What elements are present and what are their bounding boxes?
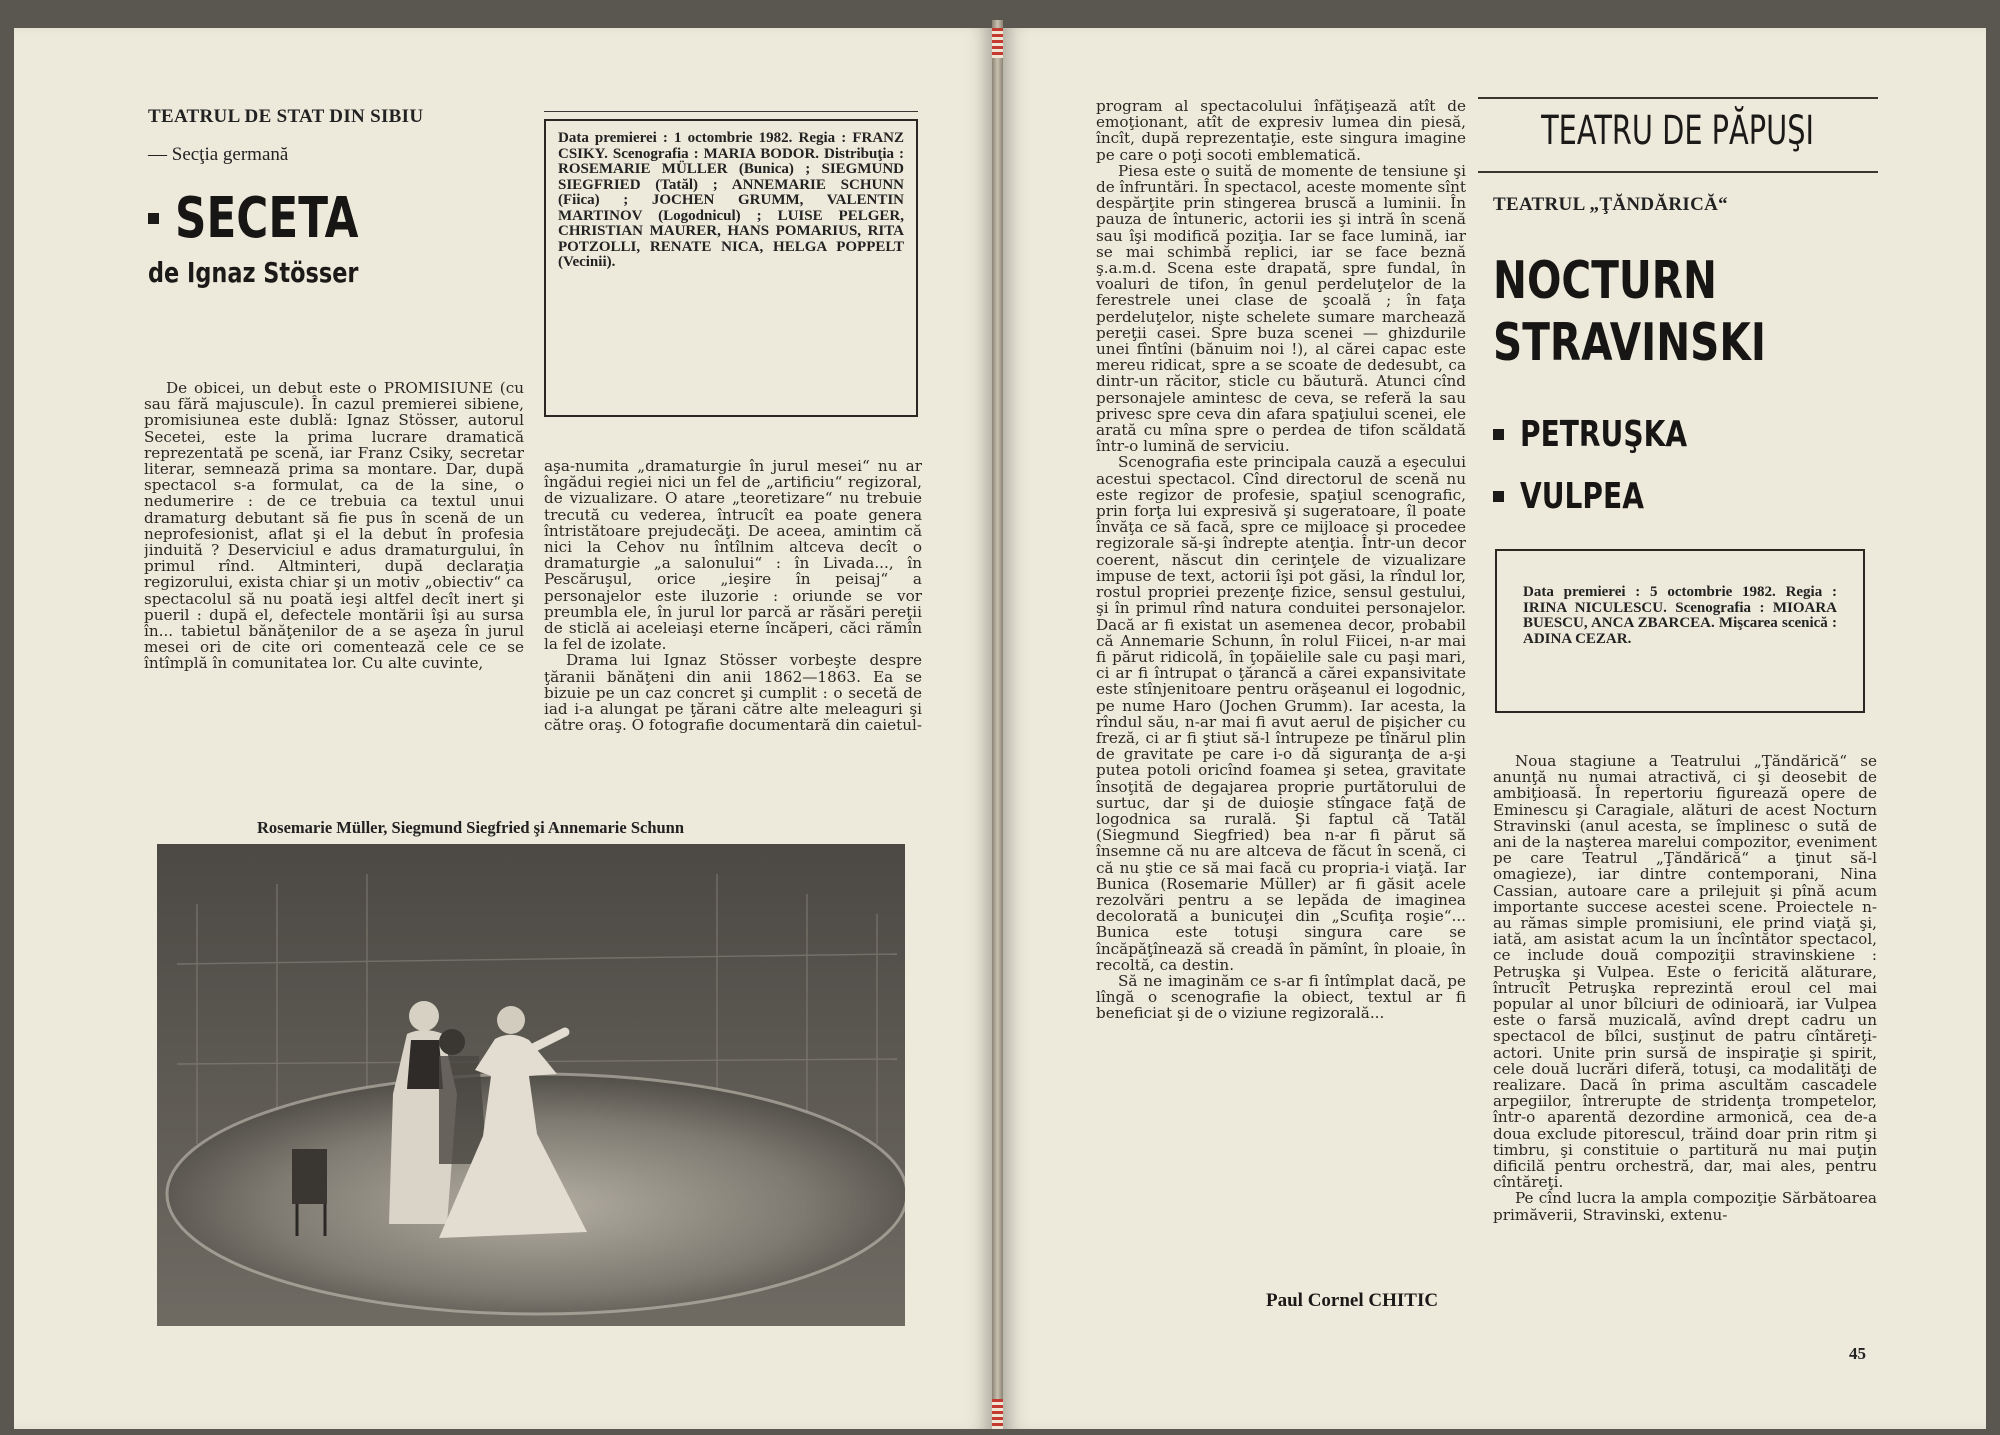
paragraph: program al spectacolului înfăţişează atît de emoţionant, atît de expresiv lumea din piesă, încît, după reprezentaţie, este singura imagine pe care o poţi socoti emblematică. — [1096, 98, 1466, 164]
article-signature: Paul Cornel CHITIC — [1266, 1290, 1439, 1311]
page-number: 45 — [1849, 1344, 1866, 1363]
play-author: de Ignaz Stösser — [148, 256, 359, 289]
right-page — [1003, 28, 1986, 1429]
credits-box-nocturn — [1495, 549, 1865, 713]
binding-stitch — [992, 1399, 1003, 1429]
header-puppets-wrap — [1478, 108, 1878, 168]
theatre-tandarica: TEATRUL „ŢĂNDĂRICĂ“ — [1493, 194, 1728, 215]
header-bottom-rule — [1478, 171, 1878, 173]
right-column-1 — [1096, 98, 1466, 1285]
paragraph: aşa-numita „dramaturgie în jurul mesei“ nu ar îngădui regiei nici un fel de „artificiu“ regizoral, de vizualizare. O atare „teoretizare“ nu trebuie trecută cu vederea, întrucît ea poate genera întristătoare prejudecăţi. De aceea, amintim că nici la Cehov nu întîlnim altceva decît o dramaturgie „a salonului“ : în Livada..., în Pescăruşul, orice „ieşire în peisaj“ a personajelor este iluzorie : oriunde se vor preumbla ele, în jurul lor parcă ar răsări pereţii de sticlă ai aceleiaşi eterne încăperi, căci rămîn la fel de izolate. — [544, 458, 922, 654]
photo-caption: Rosemarie Müller, Siegmund Siegfried şi Annemarie Schunn — [257, 818, 685, 837]
credits-text: Data premierei : 1 octombrie 1982. Regia : FRANZ CSIKY. Scenografia : MARIA BODOR. Distribuţia : ROSEMARIE MÜLLER (Bunica) ; SIEGMUND SIEGFRIED (Tatăl) ; ANNEMARIE SCHUNN (Fiica) ; JOCHEN GRUMM, VALENTIN MARTINOV (Logodnicul) ; LUISE PELGER, CHRISTIAN MAURER, HANS POMARIUS, RITA POTZOLLI, RENATE NICA, HELGA POPPELT (Vecinii). — [558, 130, 904, 270]
binding-stitch — [992, 28, 1003, 58]
paragraph: Scenografia este principala cauză a eşecului acestui spectacol. Cînd directorul de scenă nu este regizor de profesie, spaţiul scenografic, prin forţa lui expresivă şi sugeratoare, îl poate învăţa ce să facă, spre ce mijloace şi procedee regizorale să-şi îndrepte atenţia. Într-un decor coerent, născut din cerinţele de vizualizare impuse de text, actorii îşi pot găsi, la rîndul lor, rostul propriei prezenţe fizice, sensul gestului, şi în primul rînd natura conduitei personajelor. Dacă ar fi existat un asemenea decor, probabil că Annemarie Schunn, în rolul Fiicei, n-ar mai fi părut ridicolă, în ţopăielile sale cu paşi mari, ci ar fi întrupat o ţărancă a cărei expansivitate este stînjenitoare pentru orăşeanul ei logodnic, pe nume Haro (Jochen Grumm). Iar acesta, la rîndul său, n-ar mai fi avut aerul de pişicher cu freză, ci ar fi ştiut să-l întrupeze pe tînărul plin de gravitate pe care i-o dă siguranţa de a-şi putea potoli oricînd foamea şi setea, gravitate însoţită de degajarea proprie purtătorului de surtuc, dar şi de duioşie stîngace faţă de logodnica sa rurală. Şi faptul că Tatăl (Siegmund Siegfried) bea n-ar fi părut să însemne că nu are altceva de făcut în scenă, ci că nu ştie ce să mai facă cu propria-i viaţă. Iar Bunica (Rosemarie Müller) ar fi găsit acele rezolvări pentru a se lepăda de imaginea decolorată a bunicuţei din „Scufiţa roşie“... Bunica este totuşi singura care se încăpăţînează să creadă în pămînt, în ploaie, în recoltă, ca destin. — [1096, 453, 1466, 974]
credits-box-seceta — [544, 119, 918, 417]
item-petruska: PETRUŞKA — [1493, 414, 1734, 454]
bullet-icon — [1493, 491, 1504, 502]
title-stravinski: STRAVINSKI — [1493, 313, 1766, 373]
stage-photo-drawing — [157, 844, 905, 1326]
paragraph: Drama lui Ignaz Stösser vorbeşte despre ţăranii bănăţeni din anii 1862—1863. Ea se bizuie pe un caz concret şi cumplit : o secetă de iad i-a alungat pe ţărani către alte meleaguri şi către oraş. O fotografie documentară din caietul- — [544, 651, 922, 735]
paragraph: De obicei, un debut este o PROMISIUNE (cu sau fără majuscule). În cazul premierei sibiene, promisiunea este dublă: Ignaz Stösser, autorul Secetei, este la prima lucrare dramatică reprezentată pe scenă, iar Franz Csiky, secretar literar, semnează prima sa montare. Dar, după spectacol s-a formulat, ca de la sine, o nedumerire : de ce trebuia ca textul unui dramaturg debutant să fie pus în scenă de un neprofesionist, aflat şi el la debut în profesia jinduită ? Deserviciul e adus dramaturgului, în primul rînd. Altminteri, după declaraţia regizorului, exista chiar şi un motiv „obiectiv“ ca spectacolul să nu poată ieşi altfel decît inert şi pueril : după el, defectele montării îşi au sursa în... tabietul bănăţenilor de a se aşeza în jurul mesei ori de cite ori comentează cele ce se întîmplă în comunitatea lor. Cu alte cuvinte, — [144, 380, 524, 673]
stage-photo — [157, 844, 905, 1326]
credits-text: Data premierei : 5 octombrie 1982. Regia : IRINA NICULESCU. Scenografia : MIOARA BUESCU, ANCA ZBARCEA. Mişcarea scenică : ADINA CEZAR. — [1523, 584, 1837, 647]
title-nocturn: NOCTURN — [1493, 251, 1717, 311]
paragraph: Piesa este o suită de momente de tensiune şi de înfruntări. În spectacol, aceste momente sînt despărţite prin stingerea bruscă a luminii. În pauza de întuneric, actorii ies şi intră în scenă sau îşi modifică poziţia. Iar se face lumină, iar se mai schimbă replici, iar se face beznă ş.a.m.d. Scena este drapată, spre fundal, în voaluri de tifon, în genul perdeluţelor de la ferestrele unei clase de şcoală ; în faţa perdeluţelor, nişte schelete sumare marchează pereţii casei. Spre buza scenei — ghizdurile unei fîntîni (bănuim noi !), al cărei capac este mereu ridicat, spre a se scoate de dedesubt, ca dintr-un răcitor, sticle cu băutură. Atunci cînd personajele amintesc de ceva, se referă la sau privesc spre ceva din afara spaţiului scenei, ele arată cu mîna spre o perdea de tifon scăldată într-o lumină de serviciu. — [1096, 161, 1466, 456]
left-column-1 — [144, 380, 524, 800]
header-top-rule — [1478, 97, 1878, 99]
left-column-2 — [544, 458, 922, 800]
bullet-icon — [1493, 429, 1504, 440]
bullet-icon — [148, 213, 159, 224]
paragraph: Să ne imaginăm ce s-ar fi întîmplat dacă, pe lîngă o scenografie la obiect, textul ar fi beneficiat şi de o viziune regizorală... — [1096, 971, 1466, 1023]
header-puppets: TEATRU DE PĂPUŞI — [1541, 108, 1815, 154]
left-page — [14, 28, 992, 1429]
paragraph: Pe cînd lucra la ampla compoziţie Sărbătoarea primăverii, Stravinski, extenu- — [1493, 1189, 1877, 1224]
right-column-2 — [1493, 753, 1877, 1290]
item-vulpea: VULPEA — [1493, 476, 1679, 516]
book-gutter — [992, 20, 1003, 1429]
paragraph: Noua stagiune a Teatrului „Ţăndărică“ se anunţă nu numai atractivă, ci şi deosebit de ambiţioasă. În repertoriu figurează opere de Eminescu şi Caragiale, alături de acest Nocturn Stravinski (anul acesta, se împlinesc o sută de ani de la naşterea marelui compozitor, eveniment pe care Teatrul „Ţăndărică“ a ţinut să-l omagieze), iar dintre contemporani, Nina Cassian, autoare care a prilejuit şi pînă acum importante succese acestei scene. Proiectele n-au rămas simple promisiuni, ele prind viaţă şi, iată, am asistat acum la un încîntător spectacol, ce include două compoziţii stravinskiene : Petruşka şi Vulpea. Este o fericită alăturare, întrucît Petruşka reprezintă eroul cel mai popular al unor bîlciuri de odinioară, iar Vulpea este o farsă muzicală, avînd drept cadru un spectacol de bîlci, susţinut de patru cîntăreţi-actori. Unite prin sursă de inspiraţie şi spirit, cele două lucrări diferă, totuşi, ca modalităţi de realizare. Dacă în prima ascultăm cascadele arpegiilor, întrerupte de stridenţa trompetelor, într-o aparentă dezordine armonică, cea de-a doua exclude pitorescul, trăind doar prin ritm şi timbru, şi constituie o partitură nu mai puţin dificilă pentru orchestră, dar, mai ales, pentru cîntăreţi. — [1493, 753, 1877, 1192]
play-title-seceta: SECETA — [148, 186, 448, 252]
theatre-header-sibiu: TEATRUL DE STAT DIN SIBIU — [148, 106, 424, 127]
credits-box-top-rule — [544, 111, 918, 112]
section-german: — Secţia germană — [148, 144, 289, 165]
